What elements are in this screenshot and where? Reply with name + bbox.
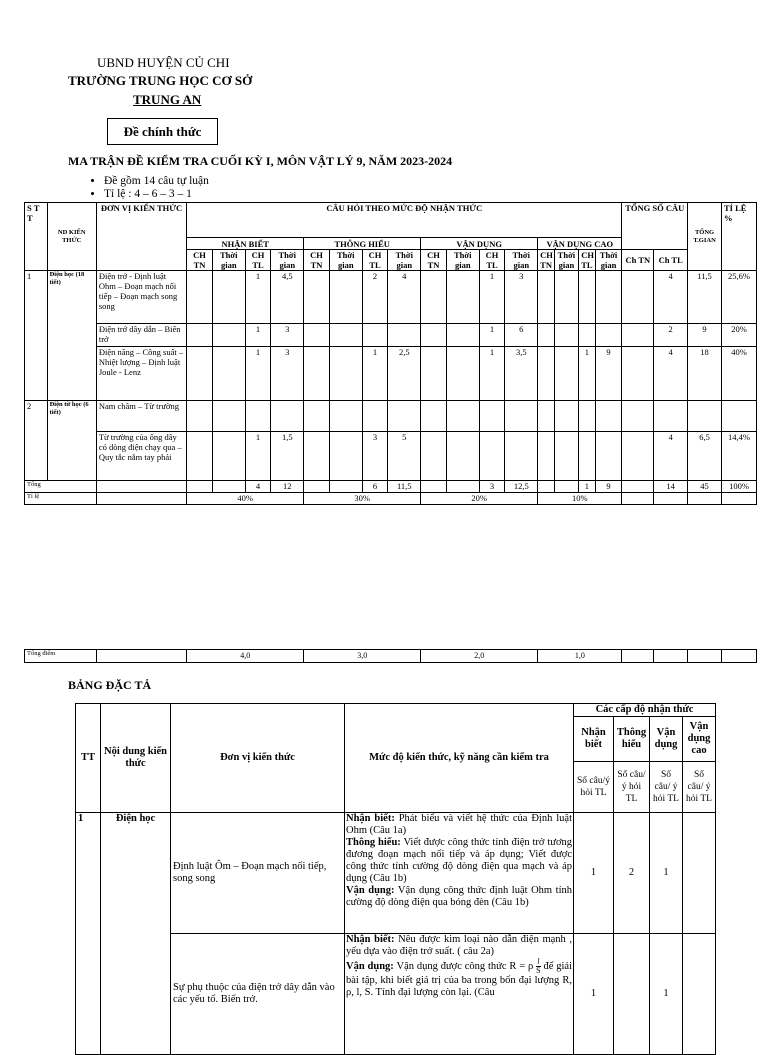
value-cell: 9 [595,347,622,401]
level-understand: THÔNG HIỂU [304,238,421,250]
spec-level: Nhận biết [574,717,614,762]
value-cell: 1 [479,271,505,324]
desc-text: Phát biểu và viết hệ thức của Định luật Ohm (Câu 1a) [346,813,572,836]
table-row [25,432,757,481]
exam-matrix-table [24,202,757,505]
sub-header: CH TL [245,250,271,271]
value-cell: 4 [654,432,688,481]
sub-header: CH TL [479,250,505,271]
desc-text: Vận dụng được công thức R = ρ [393,960,534,972]
sub-header: Thời gian [388,250,421,271]
label-understand: Thông hiểu: [346,837,401,848]
spec-row [76,934,716,1055]
value-cell: 6,5 [688,432,722,481]
official-exam-box: Đề chính thức [107,118,218,145]
spec-count-header: Số câu/ ý hỏi TL [650,762,683,813]
note-item: • Tỉ lệ : 4 – 6 – 3 – 1 [104,188,209,201]
unit-cell: Điện năng – Công suất – Nhiệt lượng – Định luật Joule - Lenz [96,347,186,401]
sub-header: Thời gian [329,250,362,271]
count-cell: 1 [574,813,614,934]
spec-tt: 1 [76,813,101,1055]
count-cell: 1 [574,934,614,1055]
spec-header-level-desc: Mức độ kiến thức, kỹ năng cần kiểm tra [345,704,574,813]
value-cell: 11,5 [388,481,421,493]
value-cell: 4 [654,347,688,401]
total-score-label: Tổng điểm [25,650,97,663]
unit-cell: Từ trường của ống dây có dòng điện chạy qua – Quy tắc nắm tay phải [96,432,186,481]
value-cell: 1 [579,347,595,401]
sub-header: Thời gian [595,250,622,271]
score-cell: 2,0 [421,650,538,663]
value-cell: 1 [362,347,388,401]
spec-header-levels: Các cấp độ nhận thức [574,704,716,717]
spec-header-tt: TT [76,704,101,813]
value-cell: 9 [688,324,722,347]
label-apply: Vận dụng: [346,960,394,972]
spec-level: Vận dụng [650,717,683,762]
sub-header: Thời gian [505,250,538,271]
value-cell: 3 [271,347,304,401]
unit-cell: Nam châm – Từ trường [96,401,186,432]
header-total-time: TỔNG T.GIAN [688,203,722,271]
spec-title: BẢNG ĐẶC TẢ [68,678,152,692]
sub-header: Ch TL [654,250,688,271]
label-recognize: Nhận biết: [346,934,395,945]
desc-text: để giải bài tập, khi biết giá trị của ba trong bốn đại lượng R, ρ, l, S. Tính đại lượng còn lại. (Câu [346,960,572,998]
value-cell: 4 [654,271,688,324]
value-cell: 9 [595,481,622,493]
sub-header: Thời gian [212,250,245,271]
spec-unit: Sự phụ thuộc của điện trở dây dẫn vào các yếu tố. Biến trở. [171,934,345,1055]
value-cell: 1 [579,481,595,493]
label-recognize: Nhận biết: [346,813,395,824]
value-cell: 40% [187,493,304,505]
value-cell: 1 [245,432,271,481]
total-label: Tổng [25,481,97,493]
score-cell: 4,0 [187,650,304,663]
value-cell: 30% [304,493,421,505]
table-row [25,271,757,324]
table-row [25,401,757,432]
fraction-numerator: l [537,957,540,966]
score-cell: 3,0 [304,650,421,663]
spec-count-header: Số câu/ý hỏi TL [574,762,614,813]
spec-count-header: Số câu/ ý hỏi TL [614,762,650,813]
ratio-row [25,493,757,505]
sub-header: CH TL [362,250,388,271]
value-cell: 25,6% [721,271,756,324]
value-cell: 6 [362,481,388,493]
header-stt: S T T [25,203,48,271]
count-cell: 1 [650,813,683,934]
stt-cell: 1 [25,271,48,401]
spec-header-unit: Đơn vị kiến thức [171,704,345,813]
score-cell: 1,0 [538,650,622,663]
count-cell: 1 [650,934,683,1055]
value-cell: 2 [362,271,388,324]
fraction-denominator: S [536,966,541,975]
value-cell: 1 [245,324,271,347]
value-cell: 3 [362,432,388,481]
value-cell: 6 [505,324,538,347]
value-cell: 4,5 [271,271,304,324]
topic-electromagnetism: Điện từ học (6 tiết) [47,401,96,481]
value-cell: 3 [479,481,505,493]
spec-row [76,813,716,934]
value-cell: 12,5 [505,481,538,493]
value-cell: 40% [721,347,756,401]
value-cell: 4 [388,271,421,324]
unit-cell: Điện trở dây dẫn – Biến trở [96,324,186,347]
count-cell: 2 [614,813,650,934]
value-cell: 1 [479,324,505,347]
spec-count-header: Số câu/ ý hỏi TL [683,762,716,813]
value-cell: 1 [479,347,505,401]
matrix-title: MA TRẬN ĐỀ KIỂM TRA CUỐI KỲ I, MÔN VẬT LÝ 9, NĂM 2023-2024 [68,154,453,168]
value-cell: 2,5 [388,347,421,401]
district-name: UBND HUYỆN CỦ CHI [97,55,230,70]
header-content: ND KIẾN THỨC [47,203,96,271]
sub-header: CH TN [304,250,330,271]
value-cell: 4 [245,481,271,493]
desc-text: Viết được công thức tính điện trở tương đương đoạn mạch nối tiếp và áp dụng; Viết được công thức tính cường độ dòng điện qua mạch và áp dụng (Câu 1b) [346,837,572,884]
value-cell: 1,5 [271,432,304,481]
stt-cell: 2 [25,401,48,481]
spec-description [345,813,574,934]
value-cell: 2 [654,324,688,347]
value-cell: 3,5 [505,347,538,401]
value-cell: 20% [721,324,756,347]
sub-header: CH TL [579,250,595,271]
sub-header: Ch TN [622,250,654,271]
table-row [25,347,757,401]
school-name-2: TRUNG AN [133,92,202,107]
topic-electricity: Điện học (18 tiết) [47,271,96,401]
header-total-count: TỔNG SỐ CÂU [622,203,688,250]
spec-level: Thông hiểu [614,717,650,762]
value-cell: 45 [688,481,722,493]
sub-header: Thời gian [271,250,304,271]
table-row [25,324,757,347]
desc-text: Vận dụng công thức định luật Ohm tính cường độ dòng điện qua bóng đèn (Câu 1b) [346,885,572,908]
value-cell: 3 [505,271,538,324]
spec-header-content: Nội dung kiến thức [101,704,171,813]
desc-text: Nêu được kim loại nào dẫn điện mạnh , yếu dựa vào điện trở suất. ( câu 2a) [346,934,572,957]
total-score-table [24,649,757,663]
value-cell: 12 [271,481,304,493]
value-cell: 14 [654,481,688,493]
spec-level: Vận dụng cao [683,717,716,762]
total-score-row [25,650,757,663]
level-apply-high: VẬN DỤNG CAO [538,238,622,250]
sub-header: CH TN [538,250,554,271]
spec-unit: Định luật Ôm – Đoạn mạch nối tiếp, song song [171,813,345,934]
header-unit: ĐƠN VỊ KIẾN THỨC [96,203,186,271]
value-cell: 11,5 [688,271,722,324]
school-name: TRƯỜNG TRUNG HỌC CƠ SỞ [68,73,253,88]
total-row [25,481,757,493]
value-cell: 1 [245,271,271,324]
value-cell: 10% [538,493,622,505]
exam-notes [90,175,209,201]
level-recognize: NHẬN BIẾT [187,238,304,250]
spec-topic: Điện học [101,813,171,1055]
ratio-label: Tỉ lệ [25,493,97,505]
sub-header: Thời gian [446,250,479,271]
value-cell: 100% [721,481,756,493]
header-questions: CÂU HỎI THEO MỨC ĐỘ NHẬN THỨC [187,203,622,238]
level-apply: VẬN DỤNG [421,238,538,250]
sub-header: CH TN [421,250,447,271]
note-item: • Đề gồm 14 câu tự luận [104,175,209,188]
value-cell: 5 [388,432,421,481]
value-cell: 3 [271,324,304,347]
label-apply: Vận dụng: [346,885,395,896]
sub-header: Thời gian [554,250,579,271]
value-cell: 14,4% [721,432,756,481]
sub-header: CH TN [187,250,213,271]
value-cell: 1 [245,347,271,401]
spec-description [345,934,574,1055]
value-cell: 20% [421,493,538,505]
unit-cell: Điện trở - Định luật Ohm – Đoạn mạch nối tiếp – Đoạn mạch song song [96,271,186,324]
spec-table [75,703,716,1055]
header-ratio: TỈ LỆ % [721,203,756,271]
value-cell: 18 [688,347,722,401]
